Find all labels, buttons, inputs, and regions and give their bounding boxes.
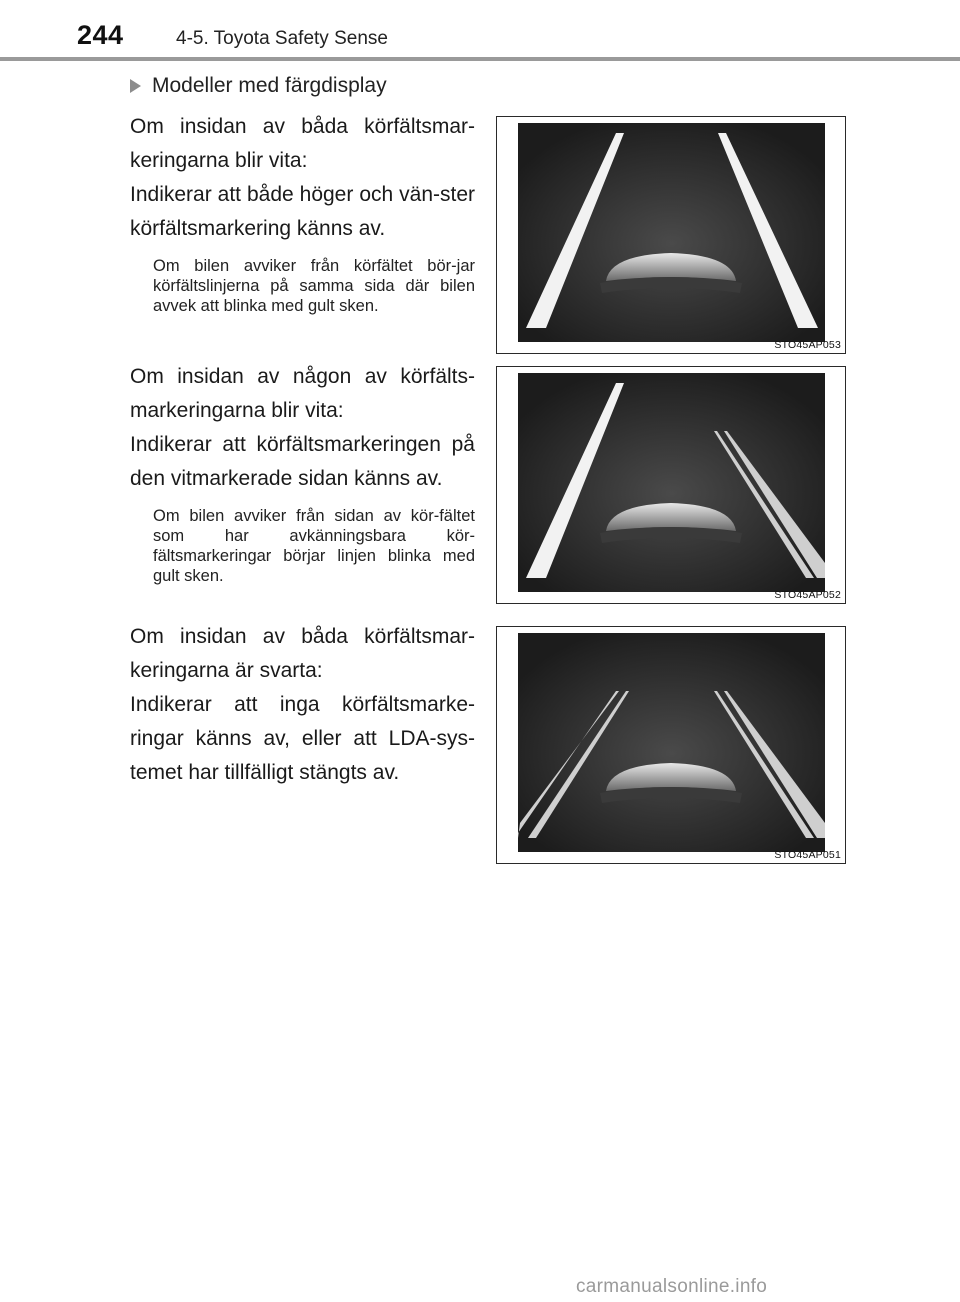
description-block-2 xyxy=(130,360,475,586)
condition-text: Om insidan av någon av körfälts-markeringarna blir vita: xyxy=(130,365,475,422)
meaning-text: Indikerar att körfältsmarkeringen på den vitmarkerade sidan känns av. xyxy=(130,433,475,490)
display-image xyxy=(518,123,825,342)
section-title: 4-5. Toyota Safety Sense xyxy=(176,28,388,49)
subheading xyxy=(130,72,387,100)
note-text: Om bilen avviker från sidan av kör-fältet som har avkänningsbara kör-fältsmarkeringar börjar linjen blinka med gult sken. xyxy=(153,507,475,585)
condition-text: Om insidan av båda körfältsmar-keringarna är svarta: xyxy=(130,625,475,682)
display-image xyxy=(518,633,825,852)
description-block-3 xyxy=(130,620,475,790)
display-image xyxy=(518,373,825,592)
page-number: 244 xyxy=(77,20,124,50)
figure-code: STO45AP051 xyxy=(774,849,841,861)
lane-display-figure-both-black xyxy=(496,626,846,864)
meaning-text: Indikerar att både höger och vän-ster körfältsmarkering känns av. xyxy=(130,183,475,240)
page-header xyxy=(0,0,960,62)
condition-text: Om insidan av båda körfältsmar-keringarna blir vita: xyxy=(130,115,475,172)
subheading-text: Modeller med färgdisplay xyxy=(152,74,387,97)
note-text: Om bilen avviker från körfältet bör-jar körfältslinjerna på samma sida där bilen avvek att blinka med gult sken. xyxy=(153,257,475,315)
description-block-1 xyxy=(130,110,475,316)
figure-code: STO45AP052 xyxy=(774,589,841,601)
header-rule xyxy=(0,57,960,61)
watermark: carmanualsonline.info xyxy=(576,1276,768,1297)
triangle-bullet-icon xyxy=(130,79,141,93)
meaning-text: Indikerar att inga körfältsmarke-ringar känns av, eller att LDA-sys-temet har tillfälligt stängts av. xyxy=(130,693,475,784)
lane-display-figure-both-white xyxy=(496,116,846,354)
lane-display-figure-one-white xyxy=(496,366,846,604)
figure-code: STO45AP053 xyxy=(774,339,841,351)
